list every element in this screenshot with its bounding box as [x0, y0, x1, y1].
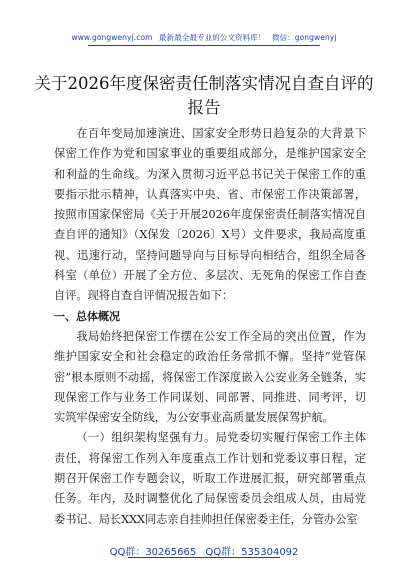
intro-paragraph: 在百年变局加速演进、国家安全形势日趋复杂的大背景下保密工作作为党和国家事业的重要组成部分，是维护国家安全和利益的生命线。为深入贯彻习近平总书记关于保密工作的重要指示批示精神，认真落实中央、省、市保密工作决策部署，按照市国家保密局《关于开展2026年度保密责任制落实情况自查自评的通知》（X保发〔2026〕X号）文件要求，我局高度重视、迅速行动，坚持问题导向与目标导向相结合，组织全局各科室（单位）开展了全方位、多层次、无死角的保密工作自查自评。现将自查自评情况报告如下：	[54, 127, 366, 303]
section-heading-overview: 一、总体概况	[54, 309, 120, 323]
qq-group-2: QQ群：535304092	[205, 547, 299, 558]
site-header	[0, 32, 408, 43]
document-title: 关于2026年度保密责任制落实情况自查自评的报告	[34, 74, 374, 117]
site-url[interactable]: www.gongwenyj.com	[71, 33, 153, 42]
header-divider	[88, 45, 320, 46]
document-body	[54, 124, 366, 530]
organization-paragraph: （一）组织架构坚强有力。局党委切实履行保密工作主体责任，将保密工作列入年度重点工作计划和党委议事日程，定期召开保密工作专题会议，听取工作进展汇报，研究部署重点任务。年内，及时调整优化了局保密委员会组成人员，由局党委书记、局长XXX同志亲自挂帅担任保密委主任，分管办公室	[54, 431, 366, 526]
qq-group-1: QQ群：30265665	[109, 547, 197, 558]
overview-paragraph: 我局始终把保密工作摆在公安工作全局的突出位置，作为维护国家安全和社会稳定的政治任务常抓不懈。坚持“党管保密”根本原则不动摇，将保密工作深度嵌入公安业务全链条，实现保密工作与业务工作同谋划、同部署、同推进、同考评，切实筑牢保密安全防线，为公安事业高质量发展保驾护航。	[54, 329, 366, 425]
site-tagline: 最新最全最专业的公文资料库！	[159, 33, 266, 42]
footer-divider	[128, 557, 280, 558]
wechat-id: 微信：gongwenyj	[271, 33, 337, 42]
site-footer	[0, 543, 408, 558]
